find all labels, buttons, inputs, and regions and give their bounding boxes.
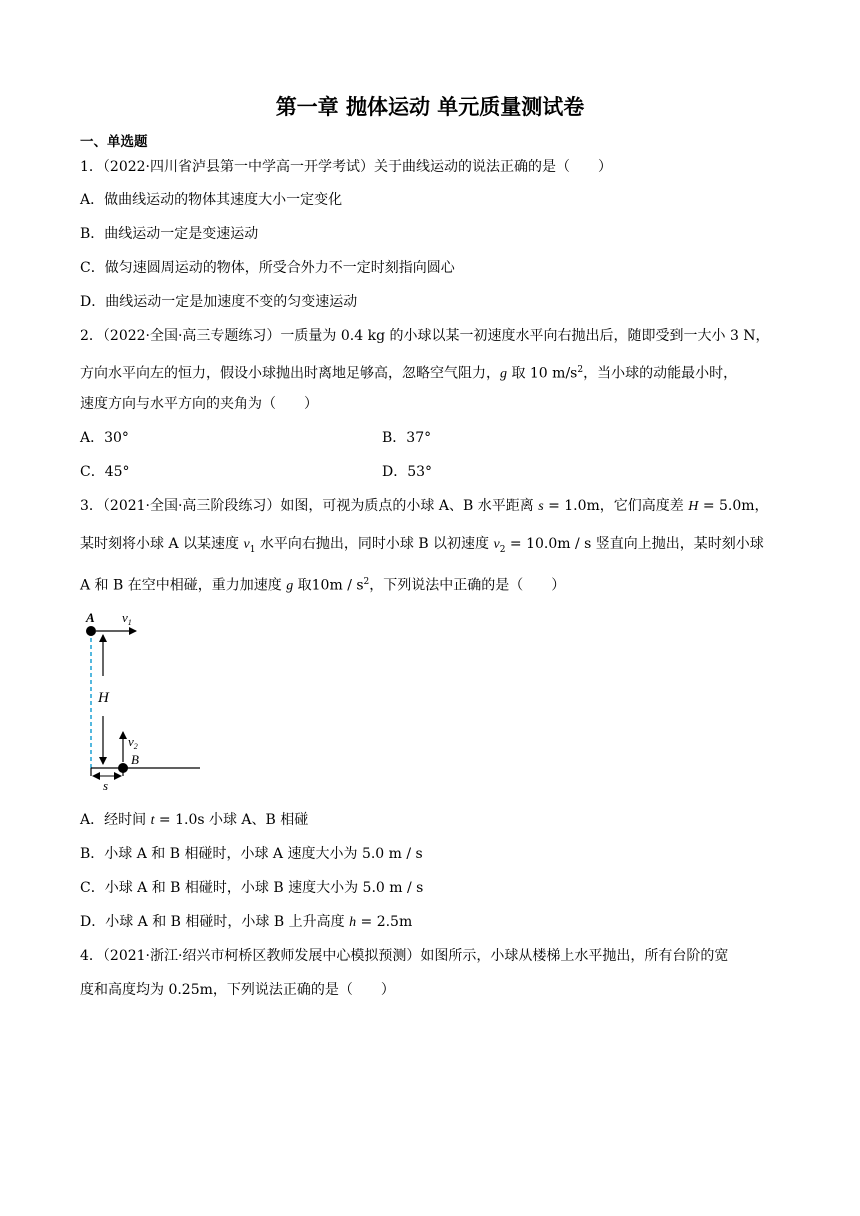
q3-label-v1: $v_1$ (122, 610, 132, 627)
q3-ball-b (118, 763, 128, 773)
q4-stem-line2: 度和高度均为 0.25m，下列说法正确的是（ ） (80, 982, 395, 998)
q3-label-h: H (98, 690, 109, 706)
q3-option-c: C．小球 A 和 B 相碰时，小球 B 速度大小为 5.0 m / s (80, 880, 424, 896)
q3-option-d: D．小球 A 和 B 相碰时，小球 B 上升高度 h = 2.5m (80, 914, 413, 930)
q2-stem-line2: 方向水平向左的恒力，假设小球抛出时离地足够高，忽略空气阻力，g 取 10 $m/s^2$，当小球的动能最小时， (80, 365, 738, 382)
q1-option-b: B．曲线运动一定是变速运动 (80, 226, 259, 242)
q2-option-c: C．45° (80, 464, 130, 480)
q3-option-a: A．经时间 t = 1.0s 小球 A、B 相碰 (80, 812, 309, 828)
q3-stem-line3: A 和 B 在空中相碰，重力加速度 g 取$10m / s^2$，下列说法中正确的是（ ） (80, 577, 566, 594)
q3-label-a: A (86, 610, 95, 625)
q2-stem-line1: 2．（2022·全国·高三专题练习）一质量为 0.4 kg 的小球以某一初速度水平向右抛出后，随即受到一大小 3 N， (80, 328, 770, 344)
q1-stem: 1．（2022·四川省泸县第一中学高一开学考试）关于曲线运动的说法正确的是（ ） (80, 159, 612, 175)
q1-option-a: A．做曲线运动的物体其速度大小一定变化 (80, 192, 343, 208)
q1-option-c: C．做匀速圆周运动的物体，所受合外力不一定时刻指向圆心 (80, 260, 455, 276)
q3-label-b: B (131, 752, 139, 767)
q3-stem-line1: 3．（2021·全国·高三阶段练习）如图，可视为质点的小球 A、B 水平距离 s = 1.0m，它们高度差 H = 5.0m， (80, 498, 769, 514)
q2-stem-line3: 速度方向与水平方向的夹角为（ ） (80, 396, 318, 412)
page-title: 第一章 抛体运动 单元质量测试卷 (275, 95, 585, 119)
section-heading: 一、单选题 (80, 134, 148, 150)
q3-option-b: B．小球 A 和 B 相碰时，小球 A 速度大小为 5.0 m / s (80, 846, 423, 862)
q3-diagram (80, 604, 210, 804)
q3-stem-line2: 某时刻将小球 A 以某速度 $v_1$ 水平向右抛出，同时小球 B 以初速度 $v_2 = 10.0m / s$ 竖直向上抛出，某时刻小球 (80, 536, 764, 555)
q3-label-v2: $v_2$ (128, 734, 138, 751)
q3-ball-a (86, 626, 96, 636)
q2-option-b: B．37° (382, 430, 432, 446)
q2-option-d: D．53° (382, 464, 433, 480)
q2-option-a: A．30° (80, 430, 129, 446)
q1-option-d: D．曲线运动一定是加速度不变的匀变速运动 (80, 294, 358, 310)
q4-stem-line1: 4．（2021·浙江·绍兴市柯桥区教师发展中心模拟预测）如图所示，小球从楼梯上水平抛出，所有台阶的宽 (80, 948, 729, 964)
q3-label-s: s (103, 778, 109, 793)
